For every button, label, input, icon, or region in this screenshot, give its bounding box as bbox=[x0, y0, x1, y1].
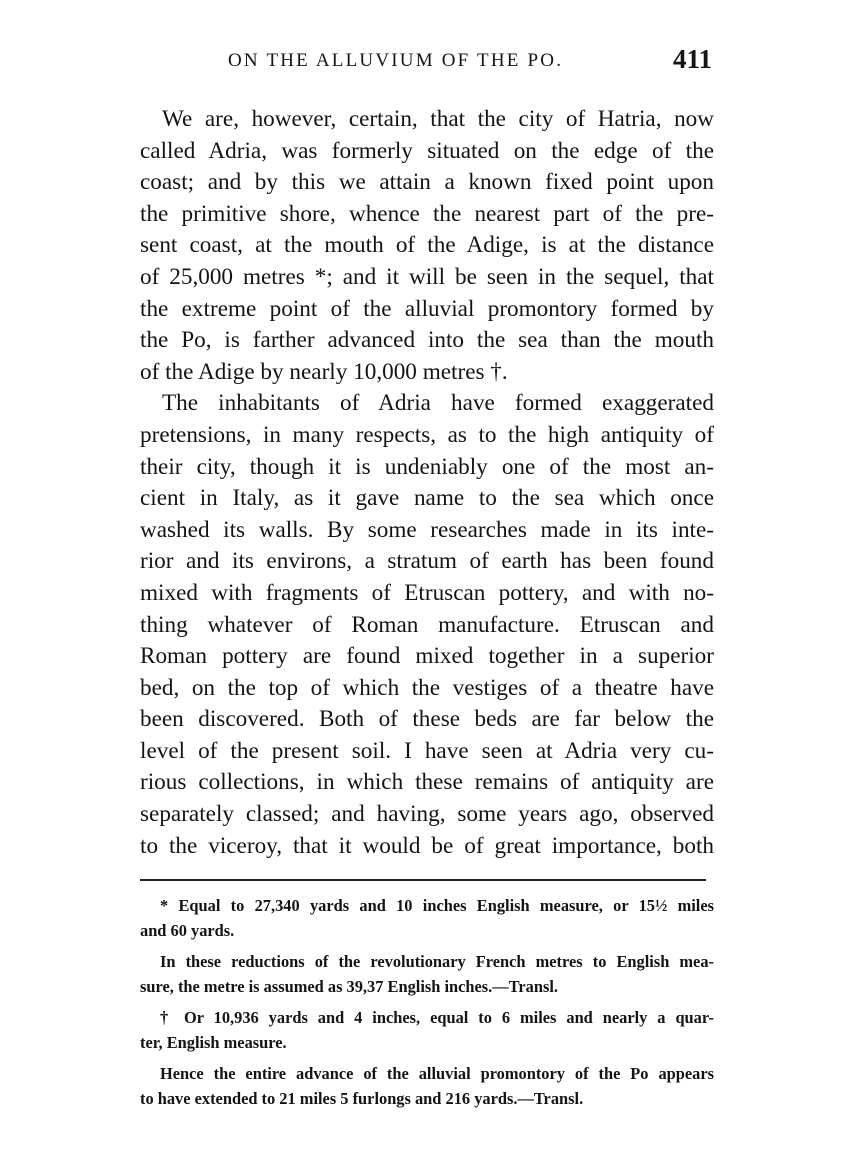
footnote-line: sure, the metre is assumed as 39,37 English inches.—Transl. bbox=[140, 977, 558, 996]
body-line: their city, though it is undeniably one of the most an- bbox=[140, 453, 714, 480]
footnote-line: Hence the entire advance of the alluvial promontory of the Po appears bbox=[160, 1064, 714, 1083]
body-line: rious collections, in which these remains of antiquity are bbox=[140, 769, 714, 796]
footnote-line: and 60 yards. bbox=[140, 921, 235, 940]
body-line: thing whatever of Roman manufacture. Etruscan and bbox=[140, 611, 714, 638]
body-line: Roman pottery are found mixed together in a superior bbox=[140, 643, 714, 670]
body-line: level of the present soil. I have seen at Adria very cu- bbox=[140, 737, 714, 764]
body-line: We are, however, certain, that the city of Hatria, now bbox=[162, 106, 714, 132]
footnote-line: to have extended to 21 miles 5 furlongs and 216 yards.—Transl. bbox=[140, 1089, 584, 1108]
body-line: rior and its environs, a stratum of earth has been found bbox=[140, 548, 714, 575]
page-number: 411 bbox=[672, 44, 712, 74]
running-head: ON THE ALLUVIUM OF THE PO. bbox=[228, 50, 564, 71]
body-line: of 25,000 metres *; and it will be seen in the sequel, that bbox=[140, 263, 714, 290]
body-line: The inhabitants of Adria have formed exaggerated bbox=[162, 390, 714, 417]
body-line: of the Adige by nearly 10,000 metres †. bbox=[140, 358, 508, 385]
page-header bbox=[140, 44, 712, 78]
body-line: the Po, is farther advanced into the sea than the mouth bbox=[140, 327, 714, 354]
body-line: to the viceroy, that it would be of great importance, both bbox=[140, 832, 714, 859]
footnote-line: ter, English measure. bbox=[140, 1033, 287, 1052]
body-line: called Adria, was formerly situated on the edge of the bbox=[140, 137, 714, 164]
footnote-line: * Equal to 27,340 yards and 10 inches English measure, or 15½ miles bbox=[160, 896, 714, 915]
body-line: sent coast, at the mouth of the Adige, is at the distance bbox=[140, 232, 714, 259]
footnote-line: In these reductions of the revolutionary French metres to English mea- bbox=[160, 952, 714, 971]
body-line: cient in Italy, as it gave name to the sea which once bbox=[140, 485, 714, 512]
body-line: bed, on the top of which the vestiges of a theatre have bbox=[140, 674, 714, 701]
body-line: the extreme point of the alluvial promontory formed by bbox=[140, 295, 714, 322]
body-line: been discovered. Both of these beds are far below the bbox=[140, 706, 714, 733]
footnotes bbox=[140, 893, 714, 1111]
body-line: pretensions, in many respects, as to the high antiquity of bbox=[140, 421, 714, 448]
body-line: washed its walls. By some researches made in its inte- bbox=[140, 516, 714, 543]
body-line: coast; and by this we attain a known fixed point upon bbox=[140, 169, 714, 196]
body-line: mixed with fragments of Etruscan pottery, and with no- bbox=[140, 579, 714, 606]
footnote-line: † Or 10,936 yards and 4 inches, equal to 6 miles and nearly a quar- bbox=[160, 1008, 714, 1027]
body-text bbox=[140, 104, 714, 862]
footnote-rule bbox=[140, 879, 706, 881]
body-line: separately classed; and having, some years ago, observed bbox=[140, 801, 714, 828]
body-line: the primitive shore, whence the nearest part of the pre- bbox=[140, 200, 714, 227]
